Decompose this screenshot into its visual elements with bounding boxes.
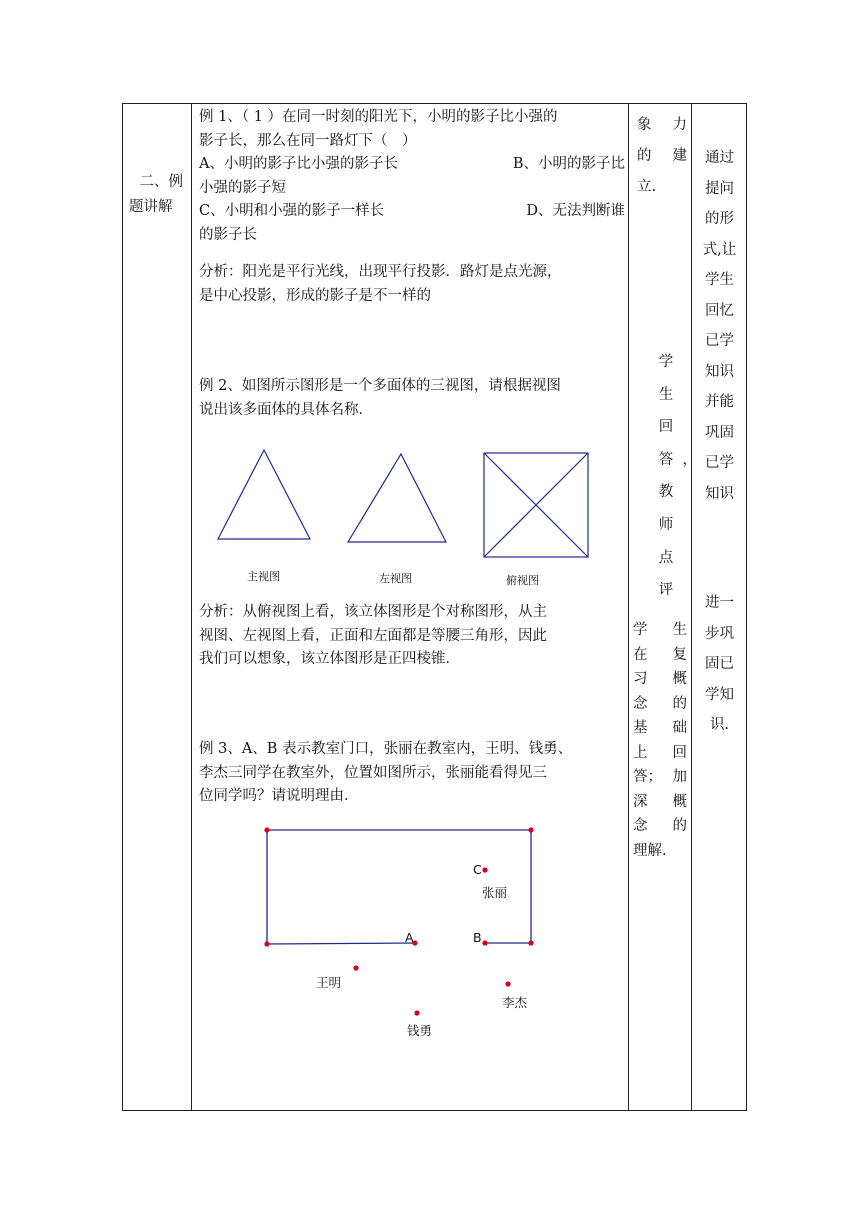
review-last: 理解. bbox=[633, 842, 667, 859]
analysis-line: 我们可以想象，该立体图形是正四棱锥． bbox=[199, 651, 460, 667]
intent-line: 式,让 bbox=[702, 241, 737, 258]
caption-front-view: 主视图 bbox=[247, 570, 280, 583]
intent-line: 回忆 bbox=[705, 302, 734, 319]
caption-left-view: 左视图 bbox=[379, 572, 412, 585]
example-2 bbox=[199, 375, 625, 422]
label-a: A bbox=[405, 930, 414, 945]
point-qianyong bbox=[414, 1010, 419, 1015]
review-char: 基 bbox=[633, 720, 648, 736]
intent-line: 进一 bbox=[705, 595, 734, 611]
review-char: 加 bbox=[672, 769, 687, 785]
intent-line: 通过 bbox=[705, 150, 734, 166]
review-char: 深 bbox=[633, 793, 648, 810]
intent-line: 识. bbox=[709, 717, 730, 733]
label-c: C bbox=[473, 862, 482, 877]
answer-char: 学 bbox=[658, 354, 674, 370]
point-lijie bbox=[505, 981, 510, 986]
review-row bbox=[633, 814, 687, 839]
option-d-cont: 的影子长 bbox=[199, 226, 257, 243]
answer-char: ， bbox=[682, 451, 697, 468]
review-row bbox=[633, 692, 687, 717]
review-char: 概 bbox=[672, 793, 687, 810]
example-2-question: 例 2、如图所示图形是一个多面体的三视图，请根据视图 bbox=[199, 378, 561, 394]
label-zhangli: 张丽 bbox=[482, 885, 508, 900]
column-divider bbox=[191, 104, 192, 1110]
section-title bbox=[129, 170, 187, 220]
review-char: 生 bbox=[672, 622, 687, 638]
example-2-analysis bbox=[199, 601, 625, 672]
intent-line: 巩固 bbox=[705, 424, 734, 441]
label-lijie: 李杰 bbox=[502, 995, 528, 1010]
intent-line: 知识 bbox=[705, 485, 734, 502]
review-char: 概 bbox=[672, 671, 687, 687]
label-wangming: 王明 bbox=[316, 975, 342, 990]
intent-bottom-text bbox=[692, 588, 747, 741]
review-char: 础 bbox=[672, 720, 687, 736]
intent-line: 学生 bbox=[705, 272, 734, 288]
answer-char: 答 bbox=[658, 451, 674, 468]
label-b: B bbox=[473, 930, 482, 945]
review-row bbox=[633, 667, 687, 692]
intent-line: 并能 bbox=[705, 394, 734, 410]
activity-char: 象 bbox=[637, 117, 652, 133]
activity-char: 力 bbox=[672, 117, 687, 133]
review-char: 回 bbox=[672, 744, 687, 761]
intent-line: 已学 bbox=[705, 333, 734, 349]
option-d: D、无法判断谁 bbox=[526, 203, 625, 219]
example-3-question: 例 3、A、B 表示教室门口，张丽在教室内，王明、钱勇、 bbox=[199, 741, 573, 757]
lesson-table bbox=[122, 103, 747, 1111]
analysis-line: 分析：从俯视图上看，该立体图形是个对称图形，从主 bbox=[199, 604, 547, 620]
intent-line: 步巩 bbox=[705, 625, 734, 642]
point-b bbox=[482, 940, 487, 945]
section-title-line: 二、例 bbox=[139, 174, 183, 190]
review-column bbox=[633, 618, 687, 863]
corner-point bbox=[528, 827, 533, 832]
corner-point bbox=[264, 827, 269, 832]
intent-line: 提问 bbox=[705, 180, 734, 197]
example-3-question: 李杰三同学在教室外，位置如图所示，张丽能看得见三 bbox=[199, 764, 547, 781]
front-view-triangle bbox=[218, 450, 310, 539]
intent-line: 学知 bbox=[705, 686, 734, 703]
review-char: 在 bbox=[633, 646, 648, 663]
example-2-question: 说出该多面体的具体名称． bbox=[199, 401, 373, 418]
example-3-question: 位同学吗？请说明理由． bbox=[199, 788, 359, 804]
activity-row bbox=[637, 141, 687, 172]
activity-top-text bbox=[637, 110, 687, 203]
activity-char: 立. bbox=[637, 179, 657, 195]
review-char: 学 bbox=[633, 622, 648, 638]
activity-char: 建 bbox=[672, 148, 687, 164]
example-1-options bbox=[199, 153, 625, 177]
analysis-line: 是中心投影，形成的影子是不一样的 bbox=[199, 287, 431, 304]
intent-line: 的形 bbox=[705, 211, 734, 227]
section-title-line: 题讲解 bbox=[129, 199, 173, 215]
answer-char: 点 bbox=[658, 549, 674, 566]
review-char: 念 bbox=[633, 818, 648, 834]
review-char: 答； bbox=[633, 769, 662, 785]
point-c bbox=[482, 867, 487, 872]
review-row bbox=[633, 618, 687, 643]
point-wangming bbox=[353, 965, 358, 970]
intent-line: 已学 bbox=[705, 455, 734, 471]
label-qianyong: 钱勇 bbox=[407, 1023, 433, 1038]
analysis-line: 分析：阳光是平行光线，出现平行投影．路灯是点光源， bbox=[199, 264, 562, 280]
review-char: 复 bbox=[672, 646, 687, 663]
option-c: C、小明和小强的影子一样长 bbox=[199, 203, 385, 219]
answer-char: 生 bbox=[658, 386, 674, 403]
analysis-line: 视图、左视图上看，正面和左面都是等腰三角形，因此 bbox=[199, 627, 547, 644]
answer-column bbox=[649, 346, 697, 607]
review-row bbox=[633, 716, 687, 741]
example-3 bbox=[199, 738, 625, 809]
option-b: B、小明的影子比 bbox=[512, 156, 625, 172]
intent-line: 知识 bbox=[705, 363, 734, 380]
review-row bbox=[633, 790, 687, 815]
review-char: 的 bbox=[672, 818, 687, 834]
answer-char: 师 bbox=[658, 516, 674, 533]
review-char: 念 bbox=[633, 695, 648, 712]
option-b-cont: 小强的影子短 bbox=[199, 179, 286, 196]
corner-point bbox=[528, 940, 533, 945]
example-1-options bbox=[199, 200, 625, 224]
example-1-question: 影子长，那么在同一路灯下（ ） bbox=[199, 132, 417, 149]
answer-char: 回 bbox=[658, 419, 674, 436]
example-1-question: 例 1、（ 1 ）在同一时刻的阳光下，小明的影子比小强的 bbox=[199, 109, 558, 125]
left-view-triangle bbox=[348, 454, 446, 542]
caption-top-view: 俯视图 bbox=[506, 574, 539, 587]
answer-char: 教 bbox=[658, 484, 674, 501]
review-char: 的 bbox=[672, 695, 687, 712]
review-row bbox=[633, 741, 687, 766]
activity-row bbox=[637, 110, 687, 141]
answer-char: 评 bbox=[658, 582, 674, 599]
example-1-analysis bbox=[199, 261, 625, 308]
classroom-figure bbox=[199, 822, 629, 1052]
option-a: A、小明的影子比小强的影子长 bbox=[199, 156, 398, 172]
corner-point bbox=[264, 941, 269, 946]
review-row bbox=[633, 643, 687, 668]
example-1 bbox=[199, 106, 625, 247]
review-char: 上 bbox=[633, 744, 648, 761]
activity-char: 的 bbox=[637, 148, 652, 164]
intent-line: 固已 bbox=[705, 656, 734, 672]
review-char: 习 bbox=[633, 671, 648, 687]
review-row bbox=[633, 765, 687, 790]
intent-top-text bbox=[692, 143, 747, 509]
